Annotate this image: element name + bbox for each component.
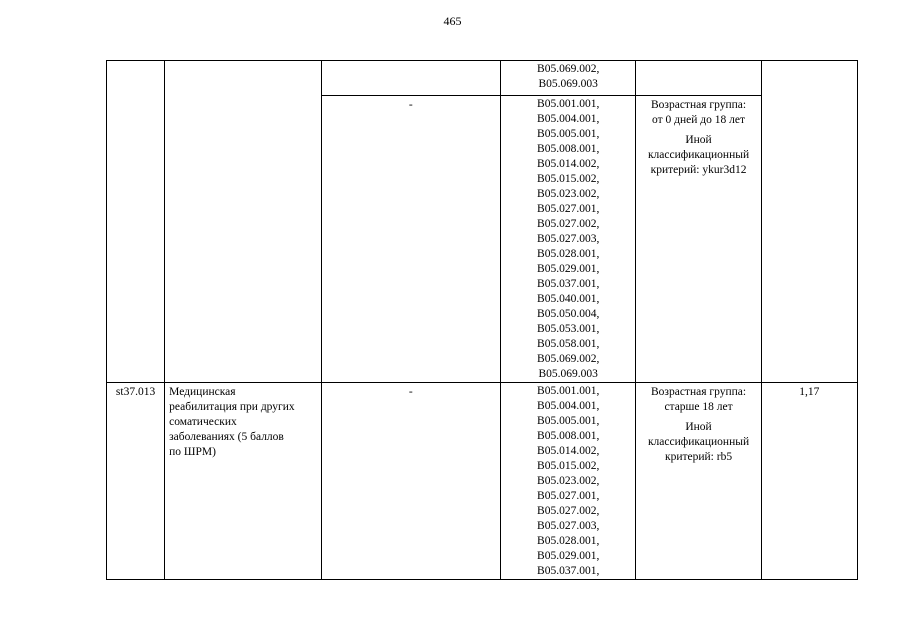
group-name-line: заболеваниях (5 баллов <box>169 431 284 443</box>
code-cell <box>107 61 165 383</box>
group-name-line: реабилитация при других <box>169 401 295 413</box>
criterion-line: классификационный <box>647 149 750 161</box>
service-code: B05.028.001, <box>537 248 600 260</box>
service-code: B05.014.002, <box>537 445 600 457</box>
criteria-cell <box>636 96 761 383</box>
service-code: B05.008.001, <box>537 430 600 442</box>
service-codes-cell <box>501 383 636 580</box>
service-code: B05.029.001, <box>537 263 600 275</box>
criterion-line: классификационный <box>647 436 750 448</box>
service-code: B05.069.002, <box>537 63 600 75</box>
service-code: B05.058.001, <box>537 338 600 350</box>
group-name-line: соматических <box>169 416 237 428</box>
criteria-cell <box>636 61 761 96</box>
service-code: B05.023.002, <box>537 188 600 200</box>
service-code: B05.050.004, <box>537 308 600 320</box>
service-code: B05.037.001, <box>537 278 600 290</box>
criterion-line: Возрастная группа: <box>651 99 747 111</box>
code-cell <box>107 383 165 580</box>
coefficient-cell <box>761 383 857 580</box>
group-name-line: по ШРМ) <box>169 446 216 458</box>
age-group-criterion <box>640 385 756 415</box>
other-criterion <box>640 420 756 465</box>
tariff-table <box>106 60 858 580</box>
name-cell <box>165 61 321 383</box>
service-code: B05.015.002, <box>537 460 600 472</box>
criterion-line: Возрастная группа: <box>651 386 747 398</box>
service-code: B05.005.001, <box>537 415 600 427</box>
service-code: B05.027.002, <box>537 505 600 517</box>
service-code: B05.004.001, <box>537 400 600 412</box>
criteria-cell <box>636 383 761 580</box>
coefficient-value: 1,17 <box>799 386 820 398</box>
service-code: B05.005.001, <box>537 128 600 140</box>
service-code: B05.069.003 <box>538 78 598 90</box>
service-code: B05.015.002, <box>537 173 600 185</box>
group-name-line: Медицинская <box>169 386 236 398</box>
service-code: B05.014.002, <box>537 158 600 170</box>
service-code: B05.027.003, <box>537 520 600 532</box>
service-code: B05.027.001, <box>537 490 600 502</box>
criterion-line: Иной <box>685 421 712 433</box>
service-code: B05.008.001, <box>537 143 600 155</box>
criterion-line: критерий: rb5 <box>664 451 733 463</box>
name-cell <box>165 383 321 580</box>
service-code: B05.023.002, <box>537 475 600 487</box>
criterion-line: Иной <box>685 134 712 146</box>
service-code: B05.001.001, <box>537 98 600 110</box>
criterion-line: от 0 дней до 18 лет <box>652 114 746 126</box>
other-criterion <box>640 133 756 178</box>
extra-cell <box>321 96 500 383</box>
service-code: B05.040.001, <box>537 293 600 305</box>
service-code: B05.027.003, <box>537 233 600 245</box>
criterion-line: критерий: ykur3d12 <box>650 164 747 176</box>
service-code: B05.069.002, <box>537 353 600 365</box>
table-row <box>107 383 858 580</box>
criterion-line: старше 18 лет <box>664 401 733 413</box>
service-code: B05.027.001, <box>537 203 600 215</box>
table-row <box>107 61 858 96</box>
coefficient-cell <box>761 61 857 383</box>
service-code: B05.069.003 <box>538 368 598 380</box>
service-codes-cell <box>501 96 636 383</box>
service-code: B05.027.002, <box>537 218 600 230</box>
page-number: 465 <box>443 14 462 28</box>
service-code: B05.037.001, <box>537 565 600 577</box>
diagnosis-group-code: st37.013 <box>115 386 156 398</box>
age-group-criterion <box>640 98 756 128</box>
extra-cell <box>321 61 500 96</box>
service-codes-cell <box>501 61 636 96</box>
extra-cell <box>321 383 500 580</box>
service-code: B05.001.001, <box>537 385 600 397</box>
dash-value: - <box>408 99 413 111</box>
service-code: B05.029.001, <box>537 550 600 562</box>
dash-value: - <box>408 386 413 398</box>
service-code: B05.028.001, <box>537 535 600 547</box>
service-code: B05.053.001, <box>537 323 600 335</box>
service-code: B05.004.001, <box>537 113 600 125</box>
